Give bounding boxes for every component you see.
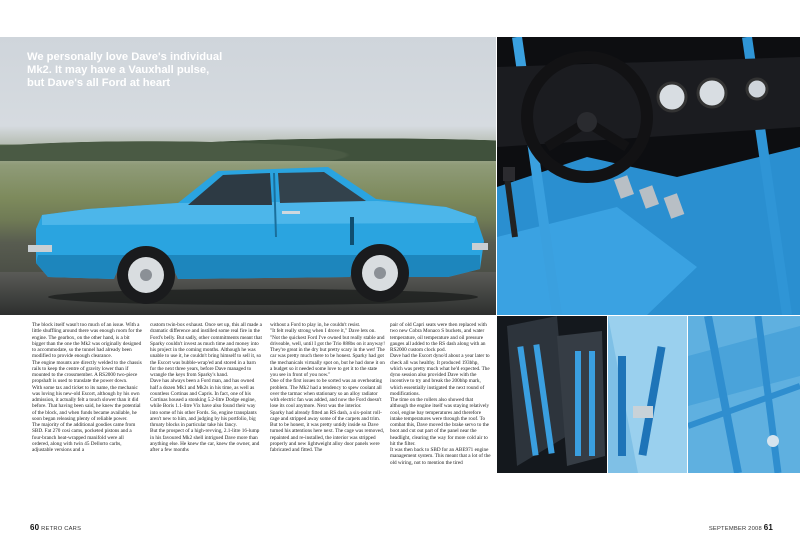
paragraph: custom twin-box exhaust. Once set up, this all made a dramatic difference and instilled some real fire in the Ford's belly. But sadly, other commitments meant that Sparky couldn't invest as much time and money into his project in the coming months. Although he was unable to use it, he couldn't bring himself to sell it, so the Escort was bubble-wrap'ed and stored in a barn for the next three years, before Dave managed to wrangle the keys from Sparky's hand. — [150, 322, 262, 378]
text-column-3 — [270, 322, 386, 453]
paragraph: The time on the rollers also showed that although the engine itself was staying relatively cool, engine bay temperatures and therefore intake temperatures were through the roof. To combat this, Dave moved the brake servo to the boot and cut out part of the panel near the headlight, clearing the way for more cold air to hit the filter. — [390, 397, 490, 447]
dashboard-steering-wheel-image — [497, 37, 800, 315]
harness-photo — [608, 316, 687, 473]
magazine-title: RETRO CARS — [41, 526, 82, 532]
page-number: 61 — [763, 523, 773, 532]
text-column-2 — [150, 322, 263, 453]
paragraph: "It felt really strong when I drove it," Dave lets on. "Not the quickest Ford I've owned but really stable and driveable, well, until I got the Trio 888bs on it anyway! They're great in the dry but pretty scary in the wet! The car was pretty much there to be honest. Sparky had got the mechanicals virtually spot on, but he had done it on a budget so it needed some love to get it to the state you see in front of you now." — [270, 328, 385, 378]
roll-cage-image — [688, 316, 800, 473]
paragraph: Dave had the Escort dyno'd about a year later to check all was healthy. It produced 193bhp, which was pretty much what he'd expected. The dyno session also provided Dave with the incentive to try and break the 200bhp mark, which essentially instigated the next round of modifications. — [390, 353, 490, 397]
caption-line: We personally love Dave's individual — [27, 51, 223, 63]
left-page-folio — [30, 523, 81, 532]
caption-line: Mk2. It may have a Vauxhall pulse, — [27, 64, 210, 76]
paragraph: Sparky had already fitted an RS dash, a six-point roll-cage and stripped away some of the carpets and trim. But to be honest, it was pretty untidy inside so Dave turned his attentions here next. The cage was removed, repainted and re-installed, the interior was stripped properly and new lightweight alloy door panels were fabricated and fitted. The — [270, 409, 384, 453]
text-column-4 — [390, 322, 492, 466]
caption-line: but Dave's all Ford at heart — [27, 77, 171, 89]
paragraph: It was then back to SBD for an ABE971 engine management system. This meant that a lot of the old wiring, not to mention the tired — [390, 447, 491, 466]
photo-caption — [27, 51, 227, 90]
paragraph: pair of old Capri seats were then replaced with two new Cobra Monaco S buckets, and water temperature, oil temperature and oil pressure gauges all added to the RS dash along with an RS2000 custom clock pod. — [390, 322, 487, 353]
paragraph: without a Ford to play in, he couldn't resist. — [270, 322, 361, 328]
paragraph: The engine mounts are directly welded to the chassis rails to keep the centre of gravity lower than if mounted to the crossmember. A RS2000 two-piece propshaft is used to translate the power down. — [32, 359, 142, 385]
paragraph: But the prospect of a high-revving, 2.1-litre 16-lump in his favoured Mk2 shell intrigued Dave more than anything else. He knew the car, knew the owner, and after a few months — [150, 428, 260, 453]
paragraph: Dave has always been a Ford man, and has owned half a dozen Mk1 and Mk2s in his time, as well as countless Cortinas and Capris. In fact, one of his Cortinas housed a stonking 5.2-litre Dodge engine, while Boris 1.1-litre Vix have also found their way into some of his other Fords. So, engine transplants aren't new to him, and judging by his portfolio, big throaty blocks in particular take his fancy. — [150, 378, 257, 428]
bucket-seat-image — [497, 316, 607, 473]
roll-cage-photo — [688, 316, 800, 473]
harness-image — [608, 316, 687, 473]
issue-date: SEPTEMBER 2008 — [708, 526, 762, 532]
right-page-folio — [709, 523, 773, 532]
hero-car-photo — [0, 37, 496, 315]
paragraph: The majority of the additional goodies came from SBD. Fat 270 cosi cams, pocketed pistons and a four-branch heat-wrapped manifold were all ordered, along with twin 45 Dellorto carbs, adjustable versions and a — [32, 422, 136, 453]
paragraph: One of the first issues to be sorted was an overheating problem. The Mk2 had a tendency to spew coolant all over the tarmac when stationary so an alloy radiator with electric fan was added, and now the Ford doesn't lose its cool anymore. Next was the interior. — [270, 378, 383, 410]
text-column-1 — [32, 322, 142, 453]
paragraph: The block itself wasn't too much of an issue. With a little shuffling around there was enough room for the engine. The gearbox, on the other hand, is a bit bigger than the one the Mk2 was originally designed to accommodate, so the tunnel had already been modified to provide enough clearance. — [32, 322, 142, 360]
page-number: 60 — [30, 523, 40, 532]
bucket-seat-photo — [497, 316, 607, 473]
blue-escort-car-image — [28, 137, 490, 307]
interior-photo — [497, 37, 800, 315]
paragraph: With some tax and ticket to its name, the mechanic was loving his new-old Escort, although by his own admission, it actually felt a touch slower than it did before. That having been said, he knew the potential of the block, and when funds became available, he soon began releasing plenty of reliable power. — [32, 384, 141, 422]
